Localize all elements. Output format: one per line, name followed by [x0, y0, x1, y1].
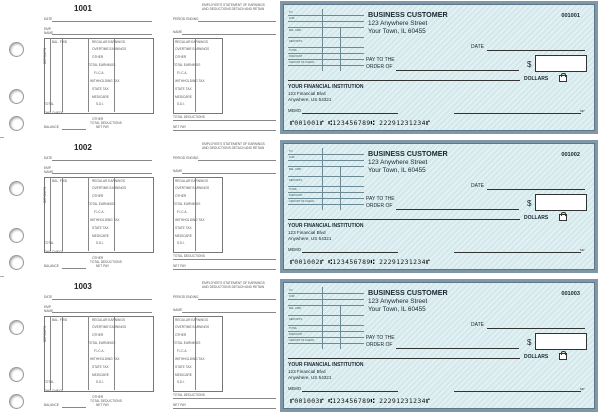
check-row	[0, 139, 600, 276]
other-earnings: OTHER	[92, 333, 104, 337]
date-label: DATE	[471, 183, 484, 189]
customer-name: BUSINESS CUSTOMER	[368, 288, 448, 297]
name-label: NAME	[44, 31, 54, 35]
register-total: TOTAL	[289, 327, 298, 330]
mp-label: MP	[580, 248, 585, 252]
state-tax-right: STATE TAX	[175, 365, 192, 369]
total-deductions-left: TOTAL DEDUCTIONS	[90, 399, 122, 403]
binder-hole	[9, 255, 24, 270]
sdi-right: S.D.I.	[177, 241, 185, 245]
regular-earnings: REGULAR EARNINGS	[92, 179, 125, 183]
medicare-right: MEDICARE	[175, 373, 192, 377]
date-line[interactable]	[487, 189, 585, 190]
signature-line[interactable]	[454, 113, 581, 114]
signature-line[interactable]	[454, 252, 581, 253]
total-earnings: TOTAL EARNINGS	[88, 341, 116, 345]
withholding-label: WITHHOLDING TAX	[90, 218, 120, 222]
sdi-right: S.D.I.	[177, 102, 185, 106]
memo-line[interactable]	[302, 391, 398, 392]
statement-subtitle: AND DEDUCTIONS DETACH AND RETAIN	[202, 7, 265, 11]
period-ending-label: PERIOD ENDING	[173, 295, 199, 299]
balance-label: BALANCE	[44, 125, 59, 129]
medicare-label: MEDICARE	[92, 95, 109, 99]
deposits-label: DEPOSITS	[43, 47, 47, 64]
memo-line[interactable]	[302, 252, 398, 253]
separator-mark	[0, 276, 4, 277]
memo-label: MEMO	[288, 247, 302, 252]
medicare-label: MEDICARE	[92, 373, 109, 377]
micr-line: ⑈001001⑈ ⑆123456789⑆ 22291231234⑈	[290, 119, 431, 127]
statement-title: EMPLOYEE'S STATEMENT OF EARNINGS	[202, 3, 265, 7]
customer-address-2: Your Town, IL 60455	[368, 167, 426, 174]
micr-line: ⑈001002⑈ ⑆123456789⑆ 22291231234⑈	[290, 258, 431, 266]
overtime-earnings: OVERTIME EARNINGS	[92, 186, 127, 190]
register-bal-fwd: BAL. FWD	[289, 29, 302, 32]
pay-stub	[30, 0, 278, 137]
total-earnings: TOTAL EARNINGS	[88, 63, 116, 67]
mp-label: MP	[580, 109, 585, 113]
fica-right: F.I.C.A.	[177, 349, 188, 353]
check-face	[283, 143, 595, 270]
lock-icon	[559, 75, 567, 82]
check-register	[288, 287, 364, 355]
pay-stub	[30, 278, 278, 415]
check-row	[0, 0, 600, 137]
net-pay-left: NET PAY	[96, 264, 110, 268]
check-number: 001002	[561, 152, 580, 158]
binder-hole	[9, 228, 24, 243]
binder-holes	[0, 0, 30, 137]
customer-address-1: 123 Anywhere Street	[368, 20, 428, 27]
other-earnings: OTHER	[92, 194, 104, 198]
total-label: TOTAL	[44, 102, 54, 106]
medicare-right: MEDICARE	[175, 95, 192, 99]
binder-hole	[9, 42, 24, 57]
medicare-label: MEDICARE	[92, 234, 109, 238]
customer-address-1: 123 Anywhere Street	[368, 159, 428, 166]
check-face	[283, 4, 595, 131]
amount-box[interactable]	[535, 333, 587, 350]
other-right: OTHER	[175, 333, 187, 337]
regular-earnings-right: REGULAR EARNINGS	[175, 40, 208, 44]
total-earnings-right: TOTAL EARNINGS	[173, 63, 201, 67]
check-number: 001003	[561, 291, 580, 297]
signature-line[interactable]	[454, 391, 581, 392]
register-to: TO	[289, 289, 293, 292]
register-amount: AMOUNT OF CHECK	[289, 339, 315, 342]
other-deduction: OTHER	[92, 117, 104, 121]
name-label: NAME	[44, 309, 54, 313]
sdi-label: S.D.I.	[96, 102, 104, 106]
total-label: TOTAL	[44, 380, 54, 384]
bank-address-1: 123 Financial Blvd	[288, 230, 326, 235]
net-pay-right: NET PAY	[173, 403, 187, 407]
total-deductions-right: TOTAL DEDUCTIONS	[173, 254, 205, 258]
register-total: TOTAL	[289, 49, 298, 52]
date-line[interactable]	[487, 50, 585, 51]
stub-date-label: DATE	[44, 17, 53, 21]
customer-address-2: Your Town, IL 60455	[368, 28, 426, 35]
balance-label: BALANCE	[44, 403, 59, 407]
net-pay-right: NET PAY	[173, 125, 187, 129]
customer-address-1: 123 Anywhere Street	[368, 298, 428, 305]
register-for: FOR	[289, 295, 295, 298]
regular-earnings: REGULAR EARNINGS	[92, 40, 125, 44]
medicare-right: MEDICARE	[175, 234, 192, 238]
pay-to-label: PAY TO THE ORDER OF	[366, 196, 395, 209]
stub-number: 1001	[74, 4, 92, 13]
regular-earnings: REGULAR EARNINGS	[92, 318, 125, 322]
bal-fwd-label: BAL. FWD	[52, 40, 68, 44]
sdi-label: S.D.I.	[96, 241, 104, 245]
emp-label: EMP.	[44, 305, 52, 309]
binder-hole	[9, 320, 24, 335]
dollar-sign: $	[527, 60, 532, 69]
amount-box[interactable]	[535, 194, 587, 211]
pay-stub	[30, 139, 278, 276]
balance-label: BALANCE	[44, 264, 59, 268]
state-tax-label: STATE TAX	[92, 226, 109, 230]
amount-box[interactable]	[535, 55, 587, 72]
total-earnings-right: TOTAL EARNINGS	[173, 341, 201, 345]
total-earnings-right: TOTAL EARNINGS	[173, 202, 201, 206]
this-check-label: THIS CHECK	[44, 111, 64, 115]
dollar-sign: $	[527, 199, 532, 208]
period-ending-label: PERIOD ENDING	[173, 17, 199, 21]
lock-icon	[559, 214, 567, 221]
statement-subtitle: AND DEDUCTIONS DETACH AND RETAIN	[202, 285, 265, 289]
business-check	[280, 140, 598, 273]
withholding-right: WITHHOLDING TAX	[175, 357, 205, 361]
check-register	[288, 148, 364, 216]
customer-name: BUSINESS CUSTOMER	[368, 10, 448, 19]
overtime-earnings-right: OVERTIME EARNINGS	[175, 47, 210, 51]
register-amount: AMOUNT OF CHECK	[289, 200, 315, 203]
memo-line[interactable]	[302, 113, 398, 114]
state-tax-right: STATE TAX	[175, 87, 192, 91]
dollar-sign: $	[527, 338, 532, 347]
check-number: 001001	[561, 13, 580, 19]
payee-line[interactable]	[396, 70, 519, 71]
stub-number: 1002	[74, 143, 92, 152]
this-check-label: THIS CHECK	[44, 250, 64, 254]
register-to: TO	[289, 11, 293, 14]
bank-address-2: Anywhere, US 54321	[288, 97, 332, 102]
amount-words-line[interactable]	[288, 80, 520, 81]
amount-words-line[interactable]	[288, 358, 520, 359]
total-deductions-right: TOTAL DEDUCTIONS	[173, 115, 205, 119]
other-deduction: OTHER	[92, 395, 104, 399]
binder-hole	[9, 89, 24, 104]
register-amount: AMOUNT OF CHECK	[289, 61, 315, 64]
register-deposits: DEPOSITS	[289, 40, 303, 43]
deposits-label: DEPOSITS	[43, 325, 47, 342]
micr-line: ⑈001003⑈ ⑆123456789⑆ 22291231234⑈	[290, 397, 431, 405]
payee-line[interactable]	[396, 209, 519, 210]
net-pay-left: NET PAY	[96, 403, 110, 407]
overtime-earnings-right: OVERTIME EARNINGS	[175, 325, 210, 329]
bal-fwd-label: BAL. FWD	[52, 179, 68, 183]
name-label-right: NAME	[173, 169, 183, 173]
register-discount: DISCOUNT	[289, 333, 303, 336]
statement-title: EMPLOYEE'S STATEMENT OF EARNINGS	[202, 142, 265, 146]
fica-label: F.I.C.A.	[94, 71, 105, 75]
stub-date-label: DATE	[44, 295, 53, 299]
check-face	[283, 282, 595, 409]
pay-to-label: PAY TO THE ORDER OF	[366, 335, 395, 348]
statement-title: EMPLOYEE'S STATEMENT OF EARNINGS	[202, 281, 265, 285]
withholding-right: WITHHOLDING TAX	[175, 218, 205, 222]
state-tax-label: STATE TAX	[92, 365, 109, 369]
fica-label: F.I.C.A.	[94, 210, 105, 214]
memo-label: MEMO	[288, 108, 302, 113]
pay-to-label: PAY TO THE ORDER OF	[366, 57, 395, 70]
period-ending-label: PERIOD ENDING	[173, 156, 199, 160]
register-bal-fwd: BAL. FWD	[289, 168, 302, 171]
net-pay-left: NET PAY	[96, 125, 110, 129]
state-tax-label: STATE TAX	[92, 87, 109, 91]
overtime-earnings: OVERTIME EARNINGS	[92, 325, 127, 329]
register-total: TOTAL	[289, 188, 298, 191]
fica-right: F.I.C.A.	[177, 71, 188, 75]
deposits-label: DEPOSITS	[43, 186, 47, 203]
check-register	[288, 9, 364, 77]
other-deduction: OTHER	[92, 256, 104, 260]
register-bal-fwd: BAL. FWD	[289, 307, 302, 310]
state-tax-right: STATE TAX	[175, 226, 192, 230]
register-to: TO	[289, 150, 293, 153]
business-check	[280, 279, 598, 412]
mp-label: MP	[580, 387, 585, 391]
stub-number: 1003	[74, 282, 92, 291]
stub-date-label: DATE	[44, 156, 53, 160]
overtime-earnings-right: OVERTIME EARNINGS	[175, 186, 210, 190]
other-earnings: OTHER	[92, 55, 104, 59]
amount-words-line[interactable]	[288, 219, 520, 220]
withholding-right: WITHHOLDING TAX	[175, 79, 205, 83]
business-check	[280, 1, 598, 134]
binder-holes	[0, 139, 30, 276]
emp-label: EMP.	[44, 27, 52, 31]
date-label: DATE	[471, 44, 484, 50]
customer-name: BUSINESS CUSTOMER	[368, 149, 448, 158]
withholding-label: WITHHOLDING TAX	[90, 79, 120, 83]
other-right: OTHER	[175, 55, 187, 59]
total-earnings: TOTAL EARNINGS	[88, 202, 116, 206]
total-label: TOTAL	[44, 241, 54, 245]
register-for: FOR	[289, 156, 295, 159]
payee-line[interactable]	[396, 348, 519, 349]
binder-hole	[9, 367, 24, 382]
bank-name: YOUR FINANCIAL INSTITUTION	[288, 223, 364, 229]
binder-holes	[0, 278, 30, 415]
register-discount: DISCOUNT	[289, 194, 303, 197]
name-label: NAME	[44, 170, 54, 174]
statement-subtitle: AND DEDUCTIONS DETACH AND RETAIN	[202, 146, 265, 150]
overtime-earnings: OVERTIME EARNINGS	[92, 47, 127, 51]
sdi-right: S.D.I.	[177, 380, 185, 384]
separator-mark	[0, 137, 4, 138]
total-deductions-left: TOTAL DEDUCTIONS	[90, 260, 122, 264]
net-pay-right: NET PAY	[173, 264, 187, 268]
register-deposits: DEPOSITS	[289, 318, 303, 321]
fica-right: F.I.C.A.	[177, 210, 188, 214]
binder-hole	[9, 181, 24, 196]
check-row	[0, 278, 600, 415]
this-check-label: THIS CHECK	[44, 389, 64, 393]
date-label: DATE	[471, 322, 484, 328]
dollars-label: DOLLARS	[524, 354, 549, 360]
bank-address-2: Anywhere, US 54321	[288, 375, 332, 380]
dollars-label: DOLLARS	[524, 76, 549, 82]
memo-label: MEMO	[288, 386, 302, 391]
name-label-right: NAME	[173, 308, 183, 312]
date-line[interactable]	[487, 328, 585, 329]
withholding-label: WITHHOLDING TAX	[90, 357, 120, 361]
total-deductions-left: TOTAL DEDUCTIONS	[90, 121, 122, 125]
binder-hole	[9, 394, 24, 409]
bank-name: YOUR FINANCIAL INSTITUTION	[288, 84, 364, 90]
customer-address-2: Your Town, IL 60455	[368, 306, 426, 313]
register-for: FOR	[289, 17, 295, 20]
sdi-label: S.D.I.	[96, 380, 104, 384]
regular-earnings-right: REGULAR EARNINGS	[175, 179, 208, 183]
name-label-right: NAME	[173, 30, 183, 34]
register-deposits: DEPOSITS	[289, 179, 303, 182]
bank-name: YOUR FINANCIAL INSTITUTION	[288, 362, 364, 368]
register-discount: DISCOUNT	[289, 55, 303, 58]
regular-earnings-right: REGULAR EARNINGS	[175, 318, 208, 322]
bal-fwd-label: BAL. FWD	[52, 318, 68, 322]
fica-label: F.I.C.A.	[94, 349, 105, 353]
lock-icon	[559, 353, 567, 360]
binder-hole	[9, 116, 24, 131]
bank-address-1: 123 Financial Blvd	[288, 91, 326, 96]
emp-label: EMP.	[44, 166, 52, 170]
bank-address-2: Anywhere, US 54321	[288, 236, 332, 241]
dollars-label: DOLLARS	[524, 215, 549, 221]
bank-address-1: 123 Financial Blvd	[288, 369, 326, 374]
total-deductions-right: TOTAL DEDUCTIONS	[173, 393, 205, 397]
other-right: OTHER	[175, 194, 187, 198]
